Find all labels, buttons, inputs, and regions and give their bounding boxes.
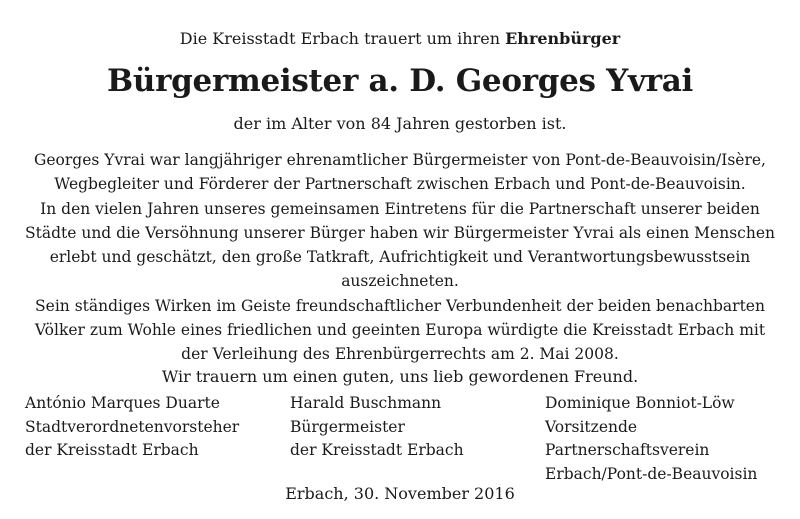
place-date-line: Erbach, 30. November 2016: [285, 484, 515, 503]
signer-duarte: [25, 392, 239, 463]
intro-text: Die Kreisstadt Erbach trauert um ihren: [179, 29, 506, 48]
intro-line: [0, 29, 800, 49]
paragraph-line: Georges Yvrai war langjähriger ehrenamtlicher Bürgermeister von Pont-de-Beauvoisin/Isère,: [34, 151, 766, 169]
body-text: [20, 148, 780, 367]
deceased-title: Bürgermeister a. D. Georges Yvrai: [106, 63, 694, 99]
paragraph-line: Städte und die Versöhnung unserer Bürger haben wir Bürgermeister Yvrai als einen Menschen: [25, 223, 775, 242]
signer-org-line-2: Erbach/Pont-de-Beauvoisin: [545, 464, 758, 483]
signer-role: Bürgermeister: [290, 417, 405, 436]
signer-role: Vorsitzende: [545, 417, 638, 436]
signer-buschmann: [290, 392, 464, 463]
paragraph-line: erlebt und geschätzt, den große Tatkraft, Aufrichtigkeit und Verantwortungsbewusstsein: [49, 248, 751, 267]
paragraph-3: [20, 294, 780, 367]
paragraph-line: Sein ständiges Wirken im Geiste freundschaftlicher Verbundenheit der beiden benachbarten: [35, 296, 765, 315]
signer-name: António Marques Duarte: [25, 394, 220, 412]
signer-name: Harald Buschmann: [290, 394, 442, 412]
intro-emphasis: Ehrenbürger: [505, 29, 621, 48]
age-line: der im Alter von 84 Jahren gestorben ist.: [233, 114, 567, 133]
signer-org: der Kreisstadt Erbach: [290, 441, 464, 459]
signer-bonniot-loew: [545, 392, 757, 486]
paragraph-line: auszeichneten.: [341, 272, 459, 291]
signer-org: Partnerschaftsverein: [545, 441, 710, 459]
paragraph-line: der Verleihung des Ehrenbürgerrechts am 2. Mai 2008.: [181, 345, 619, 364]
closing-line: Wir trauern um einen guten, uns lieb gewordenen Freund.: [161, 367, 639, 386]
paragraph-1: [20, 148, 780, 197]
paragraph-line: Wegbegleiter und Förderer der Partnerschaft zwischen Erbach und Pont-de-Beauvoisin.: [54, 175, 746, 194]
paragraph-2: [20, 197, 780, 294]
signer-role: Stadtverordnetenvorsteher: [25, 417, 240, 436]
paragraph-line: Völker zum Wohle eines friedlichen und geeinten Europa würdigte die Kreisstadt Erbach mit: [34, 321, 766, 340]
signer-org: der Kreisstadt Erbach: [25, 441, 199, 459]
paragraph-line: In den vielen Jahren unseres gemeinsamen Eintretens für die Partnerschaft unserer beiden: [40, 199, 760, 218]
signer-name: Dominique Bonniot-Löw: [545, 394, 735, 412]
